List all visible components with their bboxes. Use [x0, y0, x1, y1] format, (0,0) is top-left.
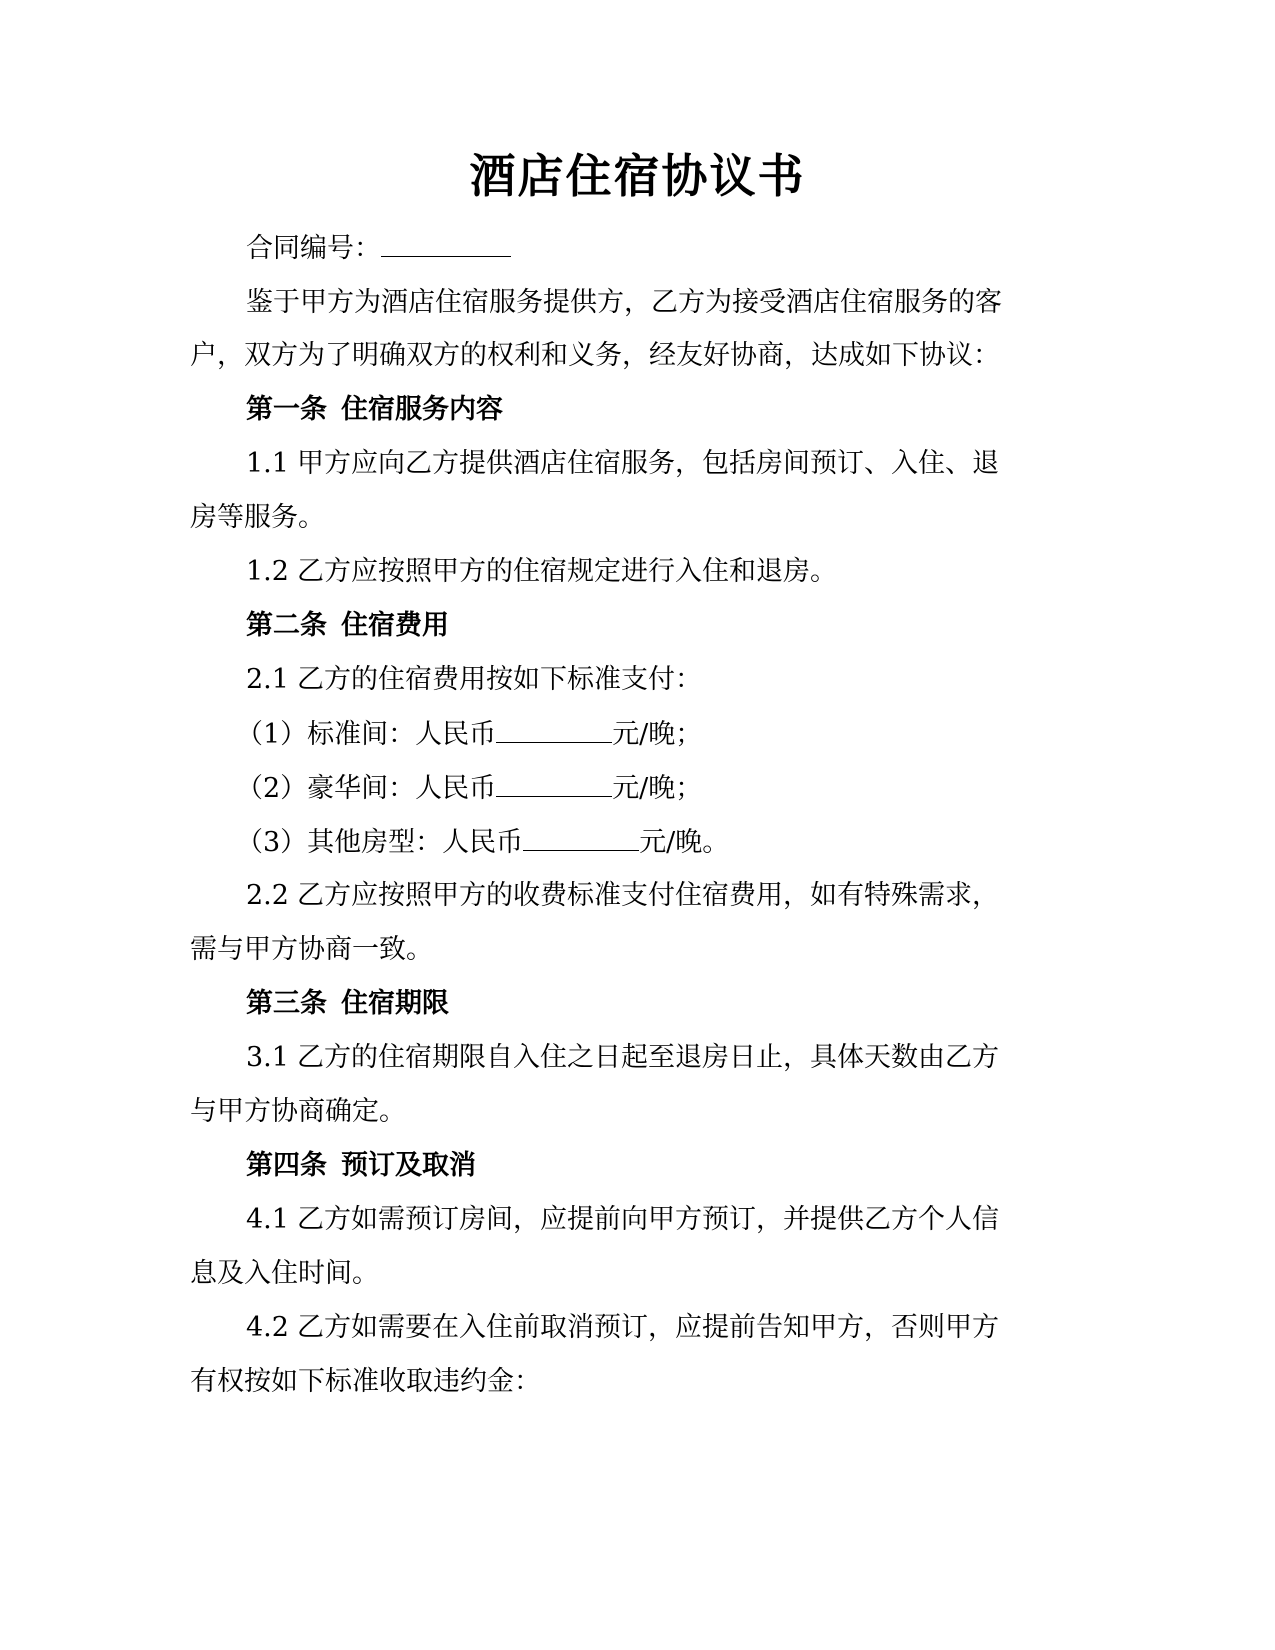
clause-3-1-text: 乙方的住宿期限自入住之日起至退房日止，具体天数由乙方 [296, 1042, 999, 1073]
rate-deluxe-suffix: 元/晚； [612, 773, 703, 804]
clause-1-2-number: 1.2 [246, 556, 289, 587]
clause-4-2-text: 乙方如需要在入住前取消预订，应提前告知甲方，否则甲方 [296, 1312, 999, 1343]
article-4-title: 预订及取消 [341, 1150, 476, 1181]
rate-standard-blank [496, 716, 612, 743]
article-3-heading [246, 986, 449, 1022]
clause-4-1-text: 乙方如需预订房间，应提前向甲方预订，并提供乙方个人信 [296, 1204, 999, 1235]
rate-standard-room [236, 716, 702, 753]
contract-number-blank [381, 230, 511, 257]
clause-4-1-line-1 [246, 1202, 999, 1238]
clause-2-1-line-1 [246, 662, 702, 698]
article-3-title: 住宿期限 [341, 988, 449, 1019]
rate-deluxe-label: （2）豪华间：人民币 [236, 773, 497, 804]
article-2-title: 住宿费用 [341, 610, 449, 641]
clause-2-1-number: 2.1 [246, 664, 289, 695]
document-title: 酒店住宿协议书 [469, 149, 806, 203]
rate-deluxe-blank [496, 770, 612, 797]
clause-4-2-line-1 [246, 1310, 999, 1346]
rate-standard-label: （1）标准间：人民币 [236, 719, 497, 750]
clause-1-1-number: 1.1 [246, 448, 289, 479]
article-4-number: 第四条 [246, 1150, 327, 1181]
rate-standard-suffix: 元/晚； [612, 719, 703, 750]
clause-1-2-text: 乙方应按照甲方的住宿规定进行入住和退房。 [296, 556, 837, 587]
clause-1-1-text: 甲方应向乙方提供酒店住宿服务，包括房间预订、入住、退 [296, 448, 999, 479]
contract-number-label: 合同编号： [246, 233, 381, 264]
rate-other-room [236, 824, 729, 861]
article-1-heading [246, 392, 503, 428]
clause-1-1-line-2: 房等服务。 [190, 502, 325, 533]
clause-1-2-line-1 [246, 554, 837, 590]
clause-4-2-number: 4.2 [246, 1312, 289, 1343]
contract-number-line [246, 230, 511, 267]
article-4-heading [246, 1148, 476, 1184]
clause-2-1-text: 乙方的住宿费用按如下标准支付： [296, 664, 702, 695]
article-3-number: 第三条 [246, 988, 327, 1019]
rate-other-blank [523, 824, 639, 851]
clause-3-1-line-1 [246, 1040, 999, 1076]
clause-1-1-line-1 [246, 446, 999, 482]
clause-2-2-number: 2.2 [246, 880, 289, 911]
intro-line-2: 户，双方为了明确双方的权利和义务，经友好协商，达成如下协议： [190, 340, 1000, 371]
clause-4-2-line-2: 有权按如下标准收取违约金： [190, 1366, 541, 1397]
clause-2-2-line-1 [246, 878, 999, 914]
intro-line-1: 鉴于甲方为酒店住宿服务提供方，乙方为接受酒店住宿服务的客 [246, 287, 1002, 318]
article-2-number: 第二条 [246, 610, 327, 641]
rate-other-label: （3）其他房型：人民币 [236, 827, 524, 858]
clause-2-2-text: 乙方应按照甲方的收费标准支付住宿费用，如有特殊需求， [296, 880, 999, 911]
article-1-number: 第一条 [246, 394, 327, 425]
clause-4-1-number: 4.1 [246, 1204, 289, 1235]
article-1-title: 住宿服务内容 [341, 394, 503, 425]
rate-deluxe-room [236, 770, 702, 807]
clause-2-2-line-2: 需与甲方协商一致。 [190, 934, 433, 965]
clause-4-1-line-2: 息及入住时间。 [190, 1258, 379, 1289]
clause-3-1-number: 3.1 [246, 1042, 289, 1073]
clause-3-1-line-2: 与甲方协商确定。 [190, 1096, 406, 1127]
rate-other-suffix: 元/晚。 [639, 827, 730, 858]
article-2-heading [246, 608, 449, 644]
